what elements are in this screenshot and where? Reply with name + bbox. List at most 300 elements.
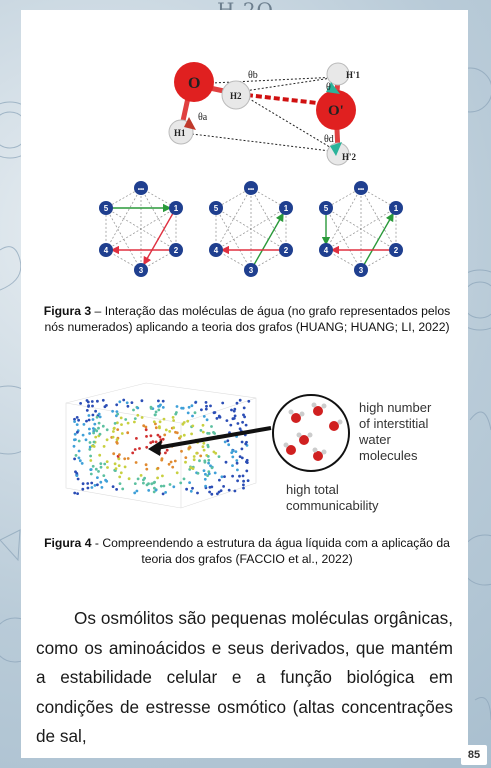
network-node — [235, 450, 238, 453]
network-node — [185, 488, 188, 491]
network-node — [91, 486, 94, 489]
network-node — [121, 488, 124, 491]
network-node — [118, 400, 121, 403]
network-node — [227, 443, 230, 446]
graph-node-label: ••• — [247, 187, 255, 193]
network-node — [118, 476, 121, 479]
network-node — [147, 489, 150, 492]
network-node — [96, 400, 99, 403]
network-node — [195, 452, 198, 455]
network-node — [210, 425, 213, 428]
body-paragraph — [36, 604, 453, 752]
network-node — [74, 433, 77, 436]
network-node — [103, 445, 106, 448]
network-node — [222, 485, 225, 488]
network-node — [88, 432, 91, 435]
network-node — [238, 475, 241, 478]
network-node — [142, 482, 145, 485]
network-node — [96, 416, 99, 419]
annotation-line-3: water — [359, 432, 391, 447]
network-node — [221, 402, 224, 405]
network-node — [92, 418, 95, 421]
network-node — [116, 428, 119, 431]
network-node — [79, 402, 82, 405]
network-node — [97, 427, 100, 430]
network-node — [183, 434, 186, 437]
network-node — [205, 408, 208, 411]
network-node — [102, 399, 105, 402]
graph-node-label: 4 — [103, 246, 109, 255]
network-node — [88, 419, 91, 422]
network-node — [162, 406, 165, 409]
network-node — [121, 432, 124, 435]
network-node — [180, 450, 183, 453]
hexagon-graphs — [86, 180, 411, 290]
network-node — [236, 462, 239, 465]
figure-4-label: Figura 4 — [44, 536, 92, 550]
figure-4-text: - Compreendendo a estrutura da água líquida com a aplicação da teoria dos grafos (FACCIO et al., 2022) — [91, 536, 450, 566]
water-network-figure — [56, 378, 436, 528]
network-node — [170, 461, 173, 464]
network-node — [202, 445, 205, 448]
network-node — [102, 474, 105, 477]
network-node — [91, 400, 94, 403]
network-node — [200, 429, 203, 432]
network-node — [116, 413, 119, 416]
network-node — [236, 469, 239, 472]
network-node — [131, 401, 134, 404]
figure-3-label: Figura 3 — [43, 304, 92, 318]
network-node — [73, 492, 76, 495]
network-node — [213, 451, 216, 454]
network-node — [183, 421, 186, 424]
network-node — [143, 477, 146, 480]
network-node — [133, 421, 136, 424]
network-node — [91, 405, 94, 408]
network-node — [140, 474, 143, 477]
network-node — [137, 478, 140, 481]
annotation-line-1: high number — [359, 400, 432, 415]
network-node — [99, 462, 102, 465]
network-node — [194, 411, 197, 414]
network-node — [106, 466, 109, 469]
network-node — [172, 416, 175, 419]
network-node — [76, 431, 79, 434]
network-node — [126, 401, 129, 404]
network-node — [184, 461, 187, 464]
network-node — [194, 401, 197, 404]
network-node — [111, 410, 114, 413]
network-node — [122, 399, 125, 402]
network-node — [242, 475, 245, 478]
graph-node-label: 2 — [283, 246, 289, 255]
network-node — [159, 420, 162, 423]
label-o-prime: O' — [328, 103, 344, 119]
network-node — [136, 407, 139, 410]
network-node — [205, 401, 208, 404]
network-node — [118, 453, 121, 456]
network-node — [214, 411, 217, 414]
label-theta-a: θa — [198, 112, 208, 123]
network-node — [166, 449, 169, 452]
label-theta-d: θd — [324, 134, 334, 145]
network-node — [235, 459, 238, 462]
network-node — [211, 466, 214, 469]
network-node — [214, 472, 217, 475]
network-node — [153, 481, 156, 484]
network-node — [97, 470, 100, 473]
network-node — [131, 452, 134, 455]
network-node — [89, 459, 92, 462]
network-node — [184, 456, 187, 459]
network-node — [134, 448, 137, 451]
label-h1: H1 — [174, 128, 186, 138]
network-node — [118, 458, 121, 461]
network-node — [94, 410, 97, 413]
network-node — [213, 432, 216, 435]
network-node — [89, 441, 92, 444]
network-node — [99, 433, 102, 436]
network-node — [193, 458, 196, 461]
network-node — [77, 478, 80, 481]
network-node — [157, 467, 160, 470]
network-node — [92, 432, 95, 435]
label-o: O — [188, 75, 201, 92]
network-node — [123, 457, 126, 460]
network-node — [73, 438, 76, 441]
network-node — [163, 434, 166, 437]
network-node — [176, 405, 179, 408]
network-node — [115, 467, 118, 470]
graph-node-label: 2 — [393, 246, 399, 255]
network-node — [204, 478, 207, 481]
network-node — [149, 441, 152, 444]
graph-node-label: 3 — [248, 266, 254, 275]
network-node — [161, 475, 164, 478]
network-node — [90, 482, 93, 485]
network-node — [155, 411, 158, 414]
network-node — [114, 422, 117, 425]
network-node — [239, 427, 242, 430]
network-node — [75, 454, 78, 457]
network-node — [157, 409, 160, 412]
network-node — [205, 405, 208, 408]
page-number: 85 — [461, 745, 487, 765]
network-node — [191, 404, 194, 407]
network-node — [116, 410, 119, 413]
network-node — [124, 466, 127, 469]
network-node — [207, 459, 210, 462]
graph-node-label: 1 — [283, 204, 289, 213]
network-node — [156, 477, 159, 480]
network-node — [188, 447, 191, 450]
network-node — [106, 460, 109, 463]
network-node — [164, 452, 167, 455]
network-node — [202, 442, 205, 445]
network-node — [179, 482, 182, 485]
network-node — [90, 468, 93, 471]
network-node — [232, 450, 235, 453]
network-node — [103, 463, 106, 466]
network-node — [243, 407, 246, 410]
network-node — [93, 441, 96, 444]
network-node — [204, 461, 207, 464]
network-node — [168, 463, 171, 466]
network-node — [106, 428, 109, 431]
network-node — [89, 455, 92, 458]
network-node — [231, 475, 234, 478]
network-node — [87, 404, 90, 407]
network-node — [82, 482, 85, 485]
network-node — [206, 444, 209, 447]
network-node — [88, 448, 91, 451]
network-node — [245, 470, 248, 473]
network-node — [92, 427, 95, 430]
network-node — [206, 418, 209, 421]
figure-4-caption — [43, 535, 451, 567]
network-node — [171, 466, 174, 469]
network-node — [112, 430, 115, 433]
network-node — [190, 433, 193, 436]
network-node — [172, 419, 175, 422]
network-node — [150, 482, 153, 485]
network-node — [119, 482, 122, 485]
network-node — [203, 415, 206, 418]
network-node — [142, 424, 145, 427]
network-node — [160, 485, 163, 488]
network-node — [233, 417, 236, 420]
network-node — [98, 454, 101, 457]
network-node — [87, 487, 90, 490]
figure-3-caption — [43, 303, 451, 335]
network-node — [155, 441, 158, 444]
annotation-line-2: of interstitial — [359, 416, 429, 431]
network-node — [200, 408, 203, 411]
graph-node-label: 4 — [213, 246, 219, 255]
network-node — [221, 475, 224, 478]
network-node — [145, 435, 148, 438]
network-node — [96, 476, 99, 479]
network-node — [73, 420, 76, 423]
network-node — [209, 486, 212, 489]
network-node — [105, 480, 108, 483]
network-node — [202, 424, 205, 427]
network-node — [96, 483, 99, 486]
graph-node-label: 2 — [173, 246, 179, 255]
graph-node-label: 5 — [213, 204, 219, 213]
network-node — [98, 422, 101, 425]
network-node — [168, 430, 171, 433]
network-node — [124, 418, 127, 421]
network-node — [174, 413, 177, 416]
network-node — [218, 455, 221, 458]
network-node — [242, 484, 245, 487]
network-node — [79, 459, 82, 462]
network-node — [86, 399, 89, 402]
network-node — [176, 471, 179, 474]
network-node — [188, 481, 191, 484]
network-node — [116, 438, 119, 441]
network-node — [218, 479, 221, 482]
network-node — [147, 482, 150, 485]
graph-node-label: 1 — [173, 204, 179, 213]
network-node — [141, 416, 144, 419]
network-node — [135, 437, 138, 440]
network-node — [158, 427, 161, 430]
network-node — [241, 448, 244, 451]
network-node — [105, 404, 108, 407]
network-node — [86, 482, 89, 485]
network-node — [225, 461, 228, 464]
network-node — [155, 426, 158, 429]
network-node — [132, 409, 135, 412]
network-node — [209, 405, 212, 408]
graph-node-label: 3 — [138, 266, 144, 275]
network-node — [206, 432, 209, 435]
network-node — [76, 474, 79, 477]
network-node — [81, 462, 84, 465]
label-h2-prime: H'2 — [342, 152, 357, 162]
network-node — [247, 479, 250, 482]
network-node — [77, 419, 80, 422]
network-node — [135, 461, 138, 464]
network-node — [88, 428, 91, 431]
network-node — [134, 417, 137, 420]
network-node — [88, 414, 91, 417]
network-node — [76, 416, 79, 419]
network-node — [216, 492, 219, 495]
network-node — [157, 400, 160, 403]
network-node — [98, 413, 101, 416]
network-node — [236, 479, 239, 482]
network-node — [162, 493, 165, 496]
network-node — [161, 457, 164, 460]
network-node — [164, 491, 167, 494]
network-node — [244, 443, 247, 446]
network-node — [190, 490, 193, 493]
network-node — [154, 413, 157, 416]
network-node — [141, 399, 144, 402]
network-node — [223, 475, 226, 478]
network-node — [115, 403, 118, 406]
network-node — [245, 461, 248, 464]
graph-node-label: 1 — [393, 204, 399, 213]
network-node — [150, 406, 153, 409]
network-node — [127, 422, 130, 425]
network-node — [95, 468, 98, 471]
network-node — [234, 415, 237, 418]
network-node — [120, 471, 123, 474]
network-node — [73, 445, 76, 448]
network-node — [191, 415, 194, 418]
network-node — [172, 485, 175, 488]
network-node — [199, 455, 202, 458]
network-node — [136, 414, 139, 417]
network-node — [78, 450, 81, 453]
network-node — [198, 459, 201, 462]
network-node — [94, 484, 97, 487]
network-node — [145, 428, 148, 431]
network-node — [180, 407, 183, 410]
network-node — [179, 435, 182, 438]
network-node — [233, 410, 236, 413]
network-node — [242, 487, 245, 490]
network-node — [145, 468, 148, 471]
network-node — [231, 456, 234, 459]
label-theta-b: θb — [248, 70, 258, 81]
network-node — [230, 409, 233, 412]
network-node — [93, 423, 96, 426]
network-node — [207, 455, 210, 458]
network-node — [172, 426, 175, 429]
network-node — [245, 424, 248, 427]
network-node — [82, 434, 85, 437]
network-node — [219, 416, 222, 419]
graph-node-label: ••• — [137, 187, 145, 193]
network-node — [187, 412, 190, 415]
network-node — [145, 463, 148, 466]
network-node — [162, 438, 165, 441]
network-node — [203, 469, 206, 472]
network-node — [247, 400, 250, 403]
network-node — [163, 418, 166, 421]
network-node — [92, 414, 95, 417]
annotation-line-6: communicability — [286, 498, 379, 513]
network-node — [174, 431, 177, 434]
network-node — [85, 438, 88, 441]
network-node — [153, 420, 156, 423]
network-node — [242, 480, 245, 483]
network-node — [145, 446, 148, 449]
graph-node-label: ••• — [357, 187, 365, 193]
network-node — [224, 441, 227, 444]
network-node — [78, 440, 81, 443]
network-node — [133, 492, 136, 495]
network-node — [116, 442, 119, 445]
network-node — [101, 486, 104, 489]
network-node — [112, 485, 115, 488]
network-node — [115, 488, 118, 491]
network-node — [208, 491, 211, 494]
network-node — [203, 449, 206, 452]
label-h1-prime: H'1 — [346, 70, 361, 80]
network-node — [165, 429, 168, 432]
network-node — [136, 490, 139, 493]
network-node — [216, 417, 219, 420]
network-node — [92, 465, 95, 468]
network-node — [76, 423, 79, 426]
network-node — [208, 472, 211, 475]
network-node — [239, 399, 242, 402]
network-node — [99, 481, 102, 484]
network-node — [120, 417, 123, 420]
network-node — [228, 489, 231, 492]
network-node — [85, 420, 88, 423]
network-node — [197, 472, 200, 475]
network-node — [93, 445, 96, 448]
graph-node-label: 4 — [323, 246, 329, 255]
network-node — [94, 436, 97, 439]
network-node — [157, 405, 160, 408]
network-node — [191, 487, 194, 490]
network-node — [159, 436, 162, 439]
network-node — [183, 478, 186, 481]
network-node — [126, 431, 129, 434]
network-node — [118, 464, 121, 467]
water-molecules-diagram — [126, 22, 381, 172]
figure-3-text: – Interação das moléculas de água (no grafo representados pelos nós numerados) aplicando a teoria dos grafos (HUANG; HUANG; LI, 2022) — [44, 304, 451, 334]
network-node — [162, 400, 165, 403]
